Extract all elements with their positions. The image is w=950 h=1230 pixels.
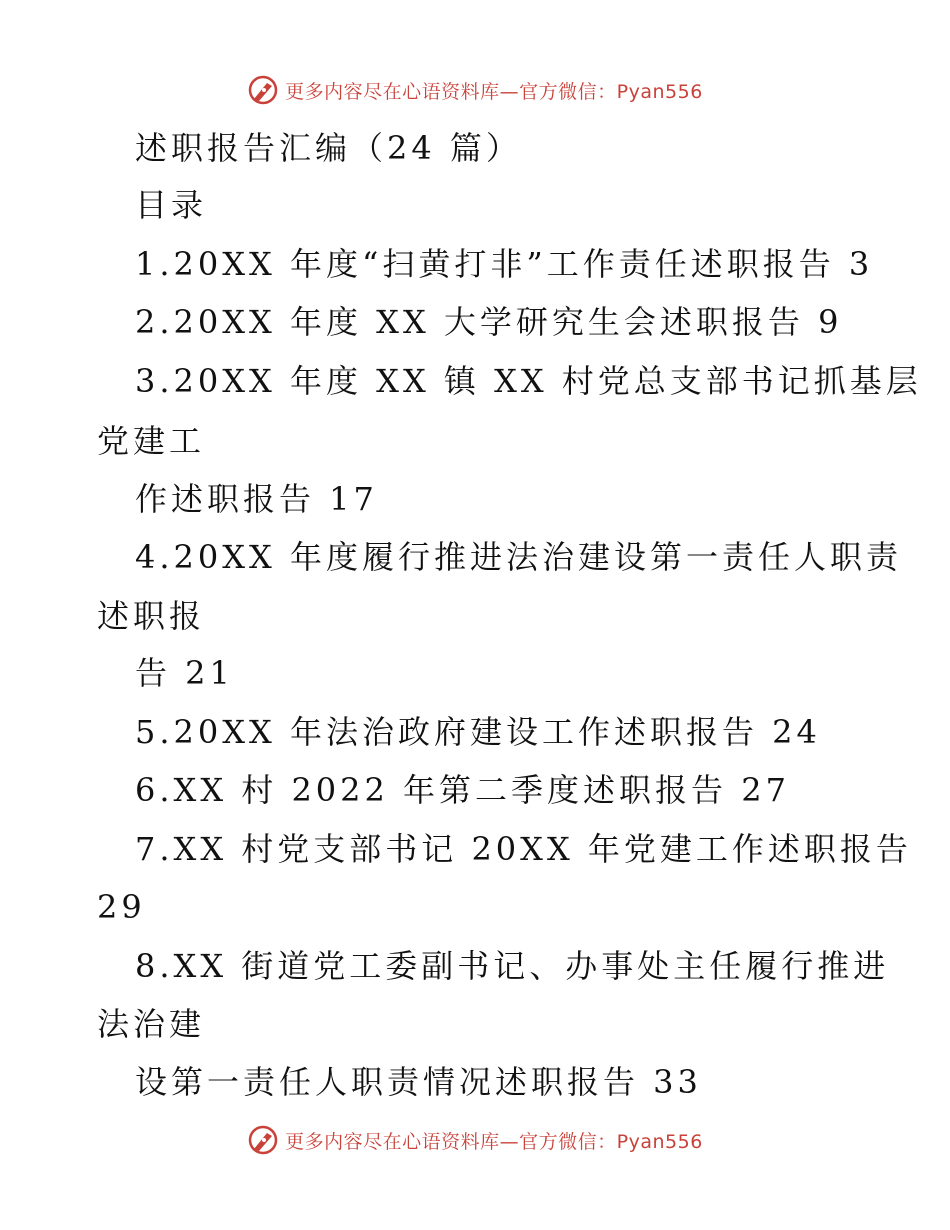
toc-line: 3.20XX 年度 XX 镇 XX 村党总支部书记抓基层 — [135, 362, 922, 400]
header-banner — [0, 70, 950, 110]
toc-line: 1.20XX 年度“扫黄打非”工作责任述职报告 3 — [135, 245, 874, 283]
toc-line: 5.20XX 年法治政府建设工作述职报告 24 — [135, 713, 821, 751]
toc-line: 7.XX 村党支部书记 20XX 年党建工作述职报告 — [135, 830, 912, 868]
toc-line: 法治建 — [97, 1005, 206, 1043]
toc-line: 2.20XX 年度 XX 大学研究生会述职报告 9 — [135, 303, 843, 341]
toc-line: 6.XX 村 2022 年第二季度述职报告 27 — [135, 771, 790, 809]
toc-line: 设第一责任人职责情况述职报告 33 — [135, 1063, 702, 1101]
toc-line: 4.20XX 年度履行推进法治建设第一责任人职责 — [135, 538, 902, 576]
toc-line: 述职报 — [97, 597, 206, 635]
toc-line: 29 — [97, 888, 146, 926]
banner-text: 更多内容尽在心语资料库—官方微信：Pyan556 — [285, 80, 703, 103]
pen-nib-logo-icon — [247, 74, 279, 106]
toc-heading: 目录 — [135, 186, 208, 224]
footer-banner — [0, 1120, 950, 1160]
pen-nib-logo-icon — [247, 1124, 279, 1156]
toc-line: 党建工 — [97, 422, 206, 460]
document-title: 述职报告汇编（24 篇） — [135, 129, 522, 167]
toc-line: 8.XX 街道党工委副书记、办事处主任履行推进 — [135, 947, 890, 985]
banner-text: 更多内容尽在心语资料库—官方微信：Pyan556 — [285, 1130, 703, 1153]
toc-line: 告 21 — [135, 654, 234, 692]
toc-line: 作述职报告 17 — [135, 480, 378, 518]
